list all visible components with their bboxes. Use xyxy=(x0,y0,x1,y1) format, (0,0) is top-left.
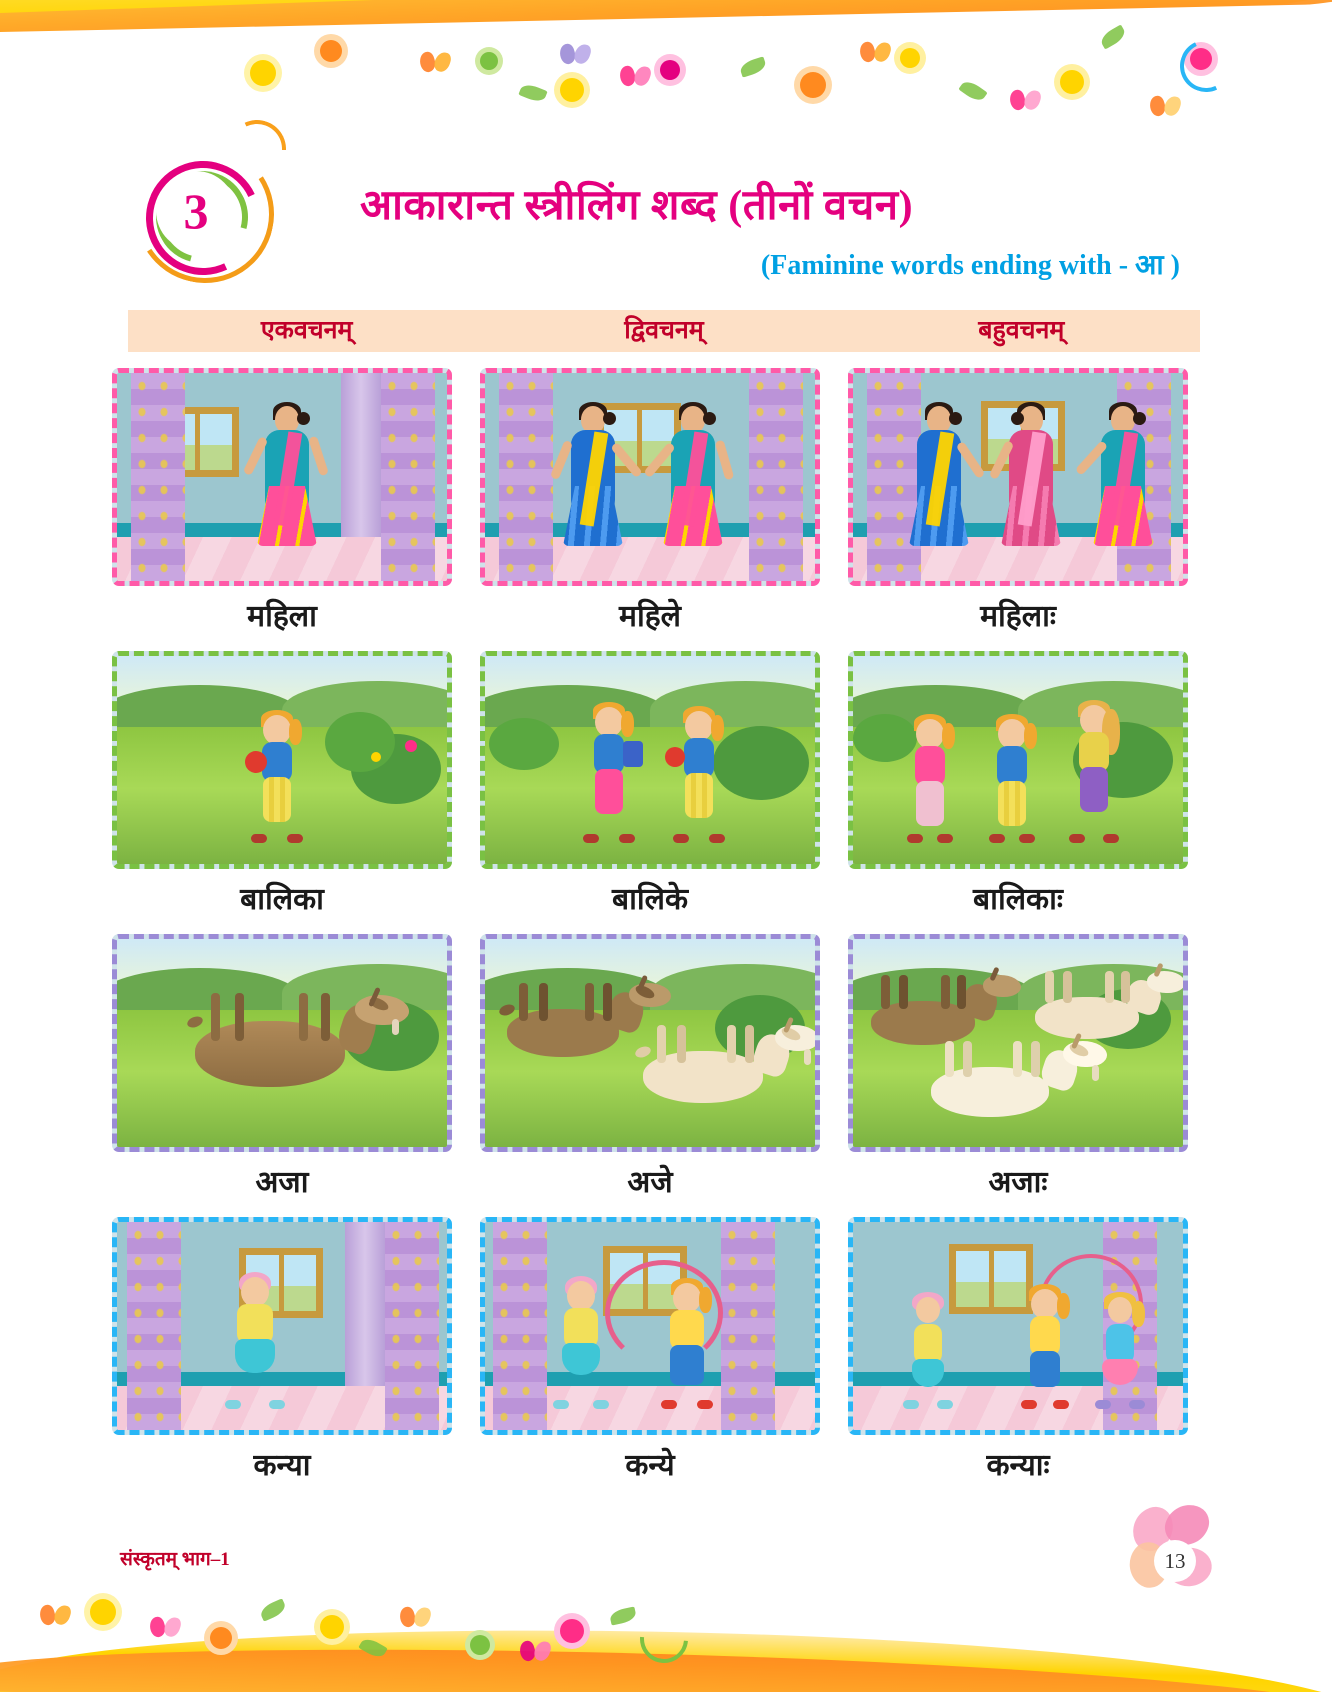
cell-aja-plural xyxy=(848,934,1188,1199)
flower-icon xyxy=(480,52,498,70)
butterfly-icon xyxy=(520,1641,550,1663)
butterfly-icon xyxy=(150,1617,180,1639)
page-title: आकारान्त स्त्रीलिंग शब्द (तीनों वचन) xyxy=(360,183,914,229)
flower-icon xyxy=(1060,70,1084,94)
caption-kanya-dual: कन्ये xyxy=(625,1449,675,1482)
leaf-icon xyxy=(609,1606,637,1625)
caption-balika-singular: बालिका xyxy=(240,883,324,916)
cell-kanya-plural xyxy=(848,1217,1188,1482)
cell-kanya-singular xyxy=(112,1217,452,1482)
column-header-row xyxy=(128,310,1200,352)
cell-balika-dual xyxy=(480,651,820,916)
illustration-balika-plural xyxy=(848,651,1188,869)
row-aja xyxy=(112,934,1217,1217)
flower-icon xyxy=(470,1635,490,1655)
caption-mahila-singular: महिला xyxy=(247,600,317,633)
butterfly-icon xyxy=(420,52,450,74)
cell-aja-singular xyxy=(112,934,452,1199)
flower-icon xyxy=(320,1615,344,1639)
illustration-aja-dual xyxy=(480,934,820,1152)
flower-icon xyxy=(560,78,584,102)
illustration-balika-dual xyxy=(480,651,820,869)
illustration-mahila-singular xyxy=(112,368,452,586)
caption-aja-dual: अजे xyxy=(627,1166,673,1199)
footer-book-title: संस्कृतम् भाग–1 xyxy=(120,1549,230,1570)
chapter-number: 3 xyxy=(156,171,236,251)
page-subtitle: (Faminine words ending with - आ ) xyxy=(760,250,1180,281)
flower-icon xyxy=(660,60,680,80)
word-forms-grid xyxy=(112,368,1217,1500)
flower-icon xyxy=(250,60,276,86)
caption-aja-singular: अजा xyxy=(255,1166,309,1199)
butterfly-icon xyxy=(1150,96,1180,118)
butterfly-icon xyxy=(1010,90,1040,112)
illustration-aja-plural xyxy=(848,934,1188,1152)
butterfly-icon xyxy=(860,42,890,64)
flower-icon xyxy=(90,1599,116,1625)
cell-kanya-dual xyxy=(480,1217,820,1482)
caption-mahila-plural: महिलाः xyxy=(980,600,1056,633)
butterfly-icon xyxy=(620,66,650,88)
butterfly-icon xyxy=(40,1605,70,1627)
flower-icon xyxy=(900,48,920,68)
row-balika xyxy=(112,651,1217,934)
leaf-icon xyxy=(958,78,987,104)
caption-aja-plural: अजाः xyxy=(988,1166,1048,1199)
illustration-mahila-plural xyxy=(848,368,1188,586)
flower-icon xyxy=(210,1627,232,1649)
illustration-kanya-singular xyxy=(112,1217,452,1435)
caption-mahila-dual: महिले xyxy=(619,600,681,633)
top-decorative-border xyxy=(0,0,1332,150)
cell-aja-dual xyxy=(480,934,820,1199)
column-header-dual: द्विवचनम् xyxy=(624,317,704,344)
bottom-decorative-border xyxy=(0,1557,1332,1692)
cell-mahila-plural xyxy=(848,368,1188,633)
page-number: 13 xyxy=(1154,1540,1196,1582)
chapter-number-badge xyxy=(140,155,252,267)
illustration-kanya-plural xyxy=(848,1217,1188,1435)
cell-mahila-dual xyxy=(480,368,820,633)
cell-mahila-singular xyxy=(112,368,452,633)
caption-balika-dual: बालिके xyxy=(611,883,689,916)
swirl-icon xyxy=(220,112,294,150)
caption-kanya-singular: कन्या xyxy=(253,1449,311,1482)
illustration-aja-singular xyxy=(112,934,452,1152)
column-header-singular: एकवचनम् xyxy=(260,317,353,344)
illustration-kanya-dual xyxy=(480,1217,820,1435)
swirl-icon xyxy=(286,114,393,150)
butterfly-icon xyxy=(560,44,590,66)
leaf-icon xyxy=(258,1598,287,1621)
column-header-plural: बहुवचनम् xyxy=(978,317,1065,344)
caption-kanya-plural: कन्याः xyxy=(986,1449,1050,1482)
caption-balika-plural: बालिकाः xyxy=(973,883,1063,916)
illustration-mahila-dual xyxy=(480,368,820,586)
row-mahila xyxy=(112,368,1217,651)
flower-icon xyxy=(320,40,342,62)
row-kanya xyxy=(112,1217,1217,1500)
flower-icon xyxy=(560,1619,584,1643)
butterfly-icon xyxy=(400,1607,430,1629)
cell-balika-plural xyxy=(848,651,1188,916)
illustration-balika-singular xyxy=(112,651,452,869)
flower-icon xyxy=(800,72,826,98)
cell-balika-singular xyxy=(112,651,452,916)
